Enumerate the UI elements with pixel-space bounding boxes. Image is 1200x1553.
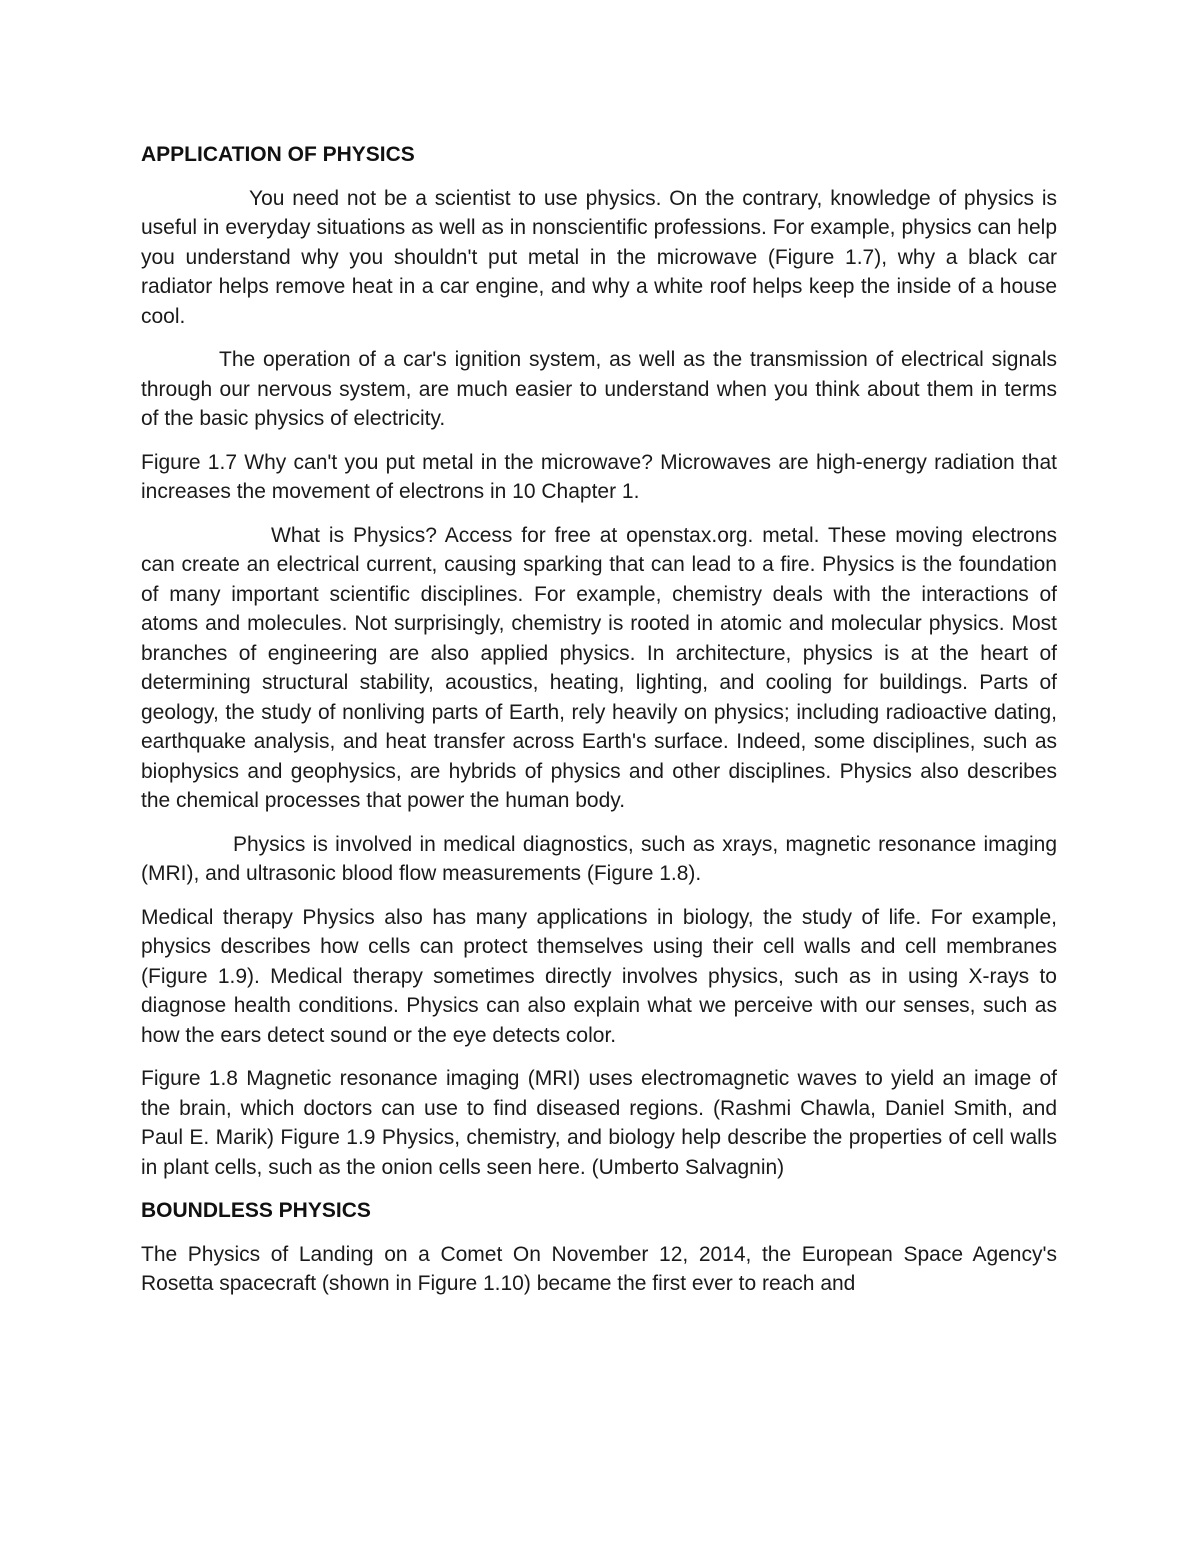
document-body bbox=[141, 140, 1057, 1313]
figure-caption-1-8-1-9: Figure 1.8 Magnetic resonance imaging (MRI) uses electromagnetic waves to yield an image of the brain, which doctors can use to find diseased regions. (Rashmi Chawla, Daniel Smith, and Paul E. Marik) Figure 1.9 Physics, chemistry, and biology help describe the properties of cell walls in plant cells, such as the onion cells seen here. (Umberto Salvagnin) bbox=[141, 1067, 1057, 1179]
figure-caption-1-7: Figure 1.7 Why can't you put metal in the microwave? Microwaves are high-energy radiation that increases the movement of electrons in 10 Chapter 1. bbox=[141, 450, 1057, 503]
paragraph-diagnostics: Physics is involved in medical diagnostics, such as xrays, magnetic resonance imaging (MRI), and ultrasonic blood flow measurements (Figure 1.8). bbox=[141, 832, 1057, 885]
paragraph-ignition: The operation of a car's ignition system, as well as the transmission of electrical signals through our nervous system, are much easier to understand when you think about them in terms of the basic physics of electricity. bbox=[141, 348, 1057, 430]
section-heading-application: APPLICATION OF PHYSICS bbox=[141, 143, 415, 166]
paragraph-comet-landing: The Physics of Landing on a Comet On November 12, 2014, the European Space Agency's Rosetta spacecraft (shown in Figure 1.10) became the first ever to reach and bbox=[141, 1242, 1057, 1295]
paragraph-disciplines: What is Physics? Access for free at openstax.org. metal. These moving electrons can create an electrical current, causing sparking that can lead to a fire. Physics is the foundation of many important scientific disciplines. For example, chemistry deals with the interactions of atoms and molecules. Not surprisingly, chemistry is rooted in atomic and molecular physics. Most branches of engineering are also applied physics. In architecture, physics is at the heart of determining structural stability, acoustics, heating, lighting, and cooling for buildings. Parts of geology, the study of nonliving parts of Earth, rely heavily on physics; including radioactive dating, earthquake analysis, and heat transfer across Earth's surface. Indeed, some disciplines, such as biophysics and geophysics, are hybrids of physics and other disciplines. Physics also describes the chemical processes that power the human body. bbox=[141, 523, 1057, 812]
paragraph-medical-therapy: Medical therapy Physics also has many applications in biology, the study of life. For example, physics describes how cells can protect themselves using their cell walls and cell membranes (Figure 1.9). Medical therapy sometimes directly involves physics, such as in using X-rays to diagnose health conditions. Physics can also explain what we perceive with our senses, such as how the ears detect sound or the eye detects color. bbox=[141, 905, 1057, 1047]
section-heading-boundless: BOUNDLESS PHYSICS bbox=[141, 1199, 371, 1222]
paragraph-intro: You need not be a scientist to use physics. On the contrary, knowledge of physics is useful in everyday situations as well as in nonscientific professions. For example, physics can help you understand why you shouldn't put metal in the microwave (Figure 1.7), why a black car radiator helps remove heat in a car engine, and why a white roof helps keep the inside of a house cool. bbox=[141, 186, 1057, 328]
